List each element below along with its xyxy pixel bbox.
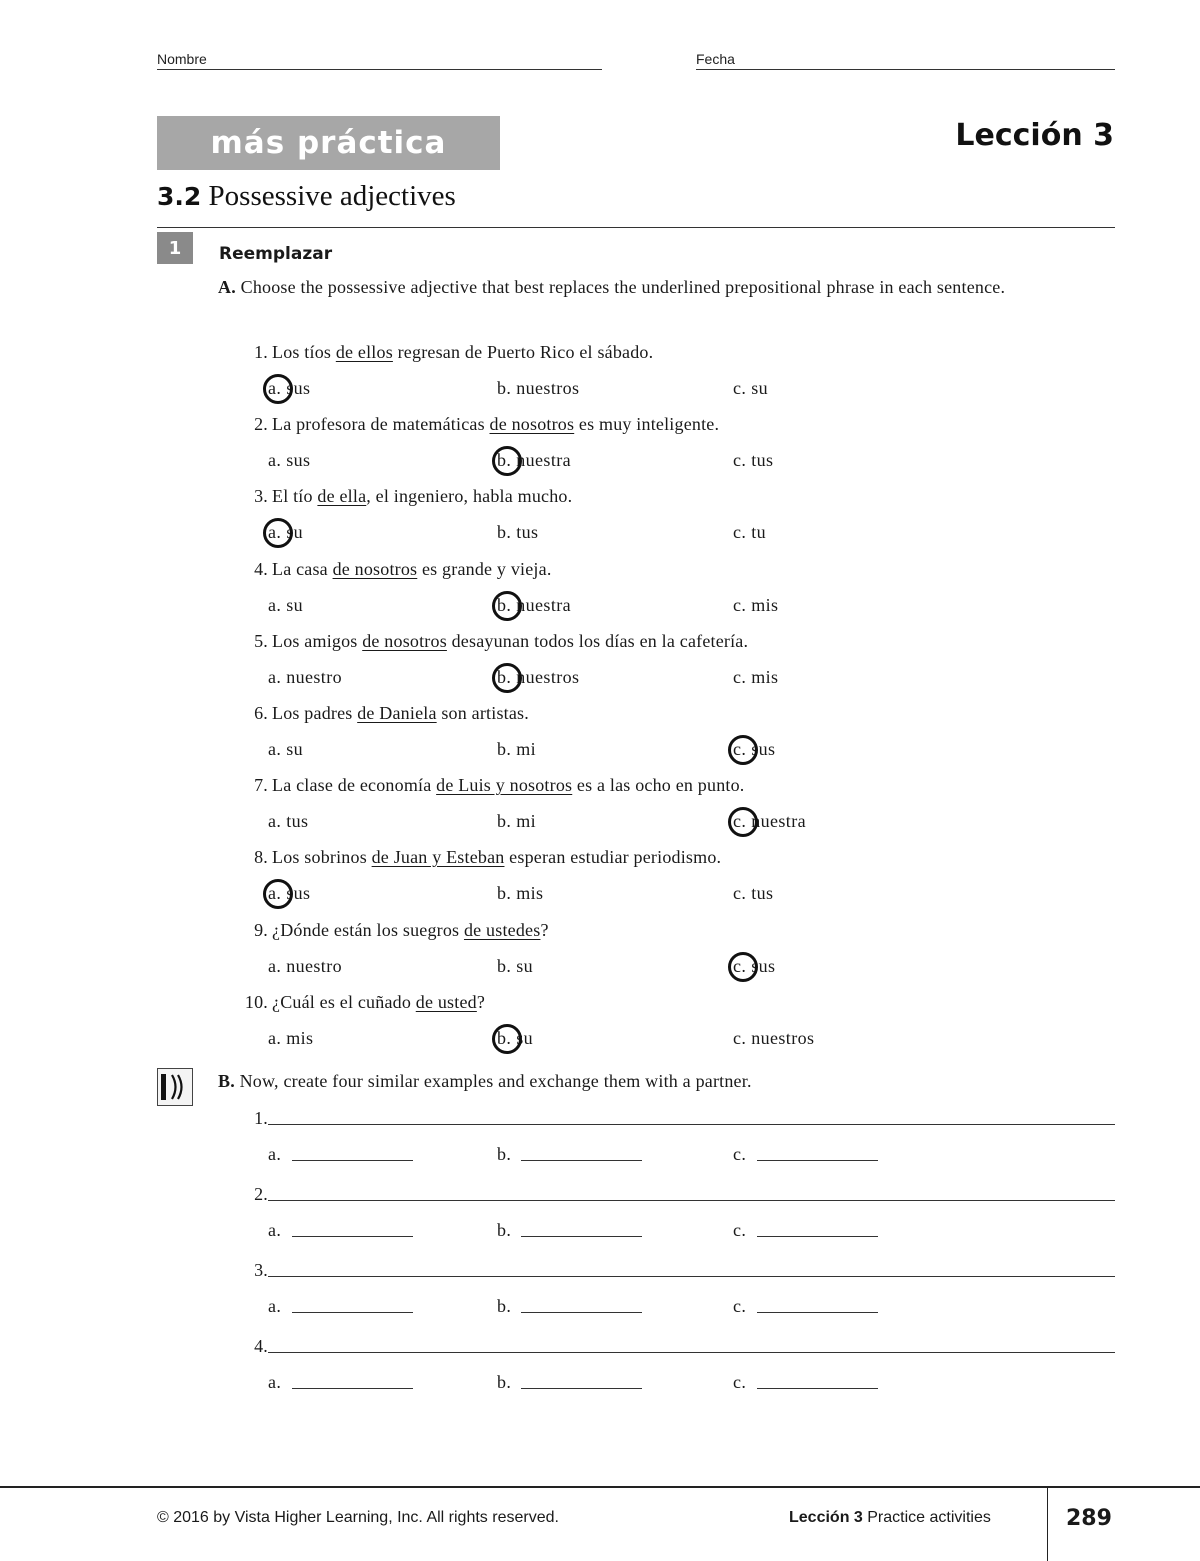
option-letter: a. (268, 667, 282, 687)
option-letter: a. (268, 1028, 282, 1048)
blank-option-a (268, 1372, 281, 1393)
option-letter: a. (268, 1220, 282, 1240)
option-a[interactable] (268, 595, 303, 616)
option-value: su (516, 1028, 534, 1048)
answer-circle (728, 735, 758, 765)
part-b-text: Now, create four similar examples and exchange them with a partner. (239, 1071, 752, 1091)
footer-vertical-divider (1047, 1487, 1048, 1561)
question-text: La clase de economía (272, 775, 437, 795)
option-c[interactable] (733, 667, 778, 688)
part-a-instructions (218, 273, 1038, 301)
option-letter: b. (497, 1220, 512, 1240)
option-letter: c. (733, 739, 747, 759)
option-letter: c. (733, 522, 747, 542)
option-letter: b. (497, 450, 512, 470)
name-field[interactable] (157, 69, 602, 70)
question-number: 6. (254, 703, 268, 723)
blank-option-a (268, 1144, 281, 1165)
part-b-letter: B. (218, 1071, 235, 1091)
question-text: ¿Dónde están los suegros (272, 920, 464, 940)
option-blank[interactable] (292, 1388, 413, 1389)
question-text: ? (540, 920, 549, 940)
option-a[interactable] (268, 378, 310, 399)
option-value: nuestra (516, 450, 571, 470)
option-blank[interactable] (292, 1236, 413, 1237)
option-letter: c. (733, 883, 747, 903)
question-number: 2. (254, 414, 268, 434)
option-letter: c. (733, 1144, 747, 1164)
option-letter: b. (497, 1296, 512, 1316)
option-blank[interactable] (757, 1388, 878, 1389)
question-text: Los sobrinos (272, 847, 372, 867)
question-4 (240, 559, 552, 580)
underlined-phrase: de nosotros (332, 559, 418, 579)
option-value: su (286, 595, 304, 615)
option-b[interactable] (497, 595, 571, 616)
question-text: La profesora de matemáticas (272, 414, 490, 434)
option-c[interactable] (733, 811, 806, 832)
option-c[interactable] (733, 522, 766, 543)
option-a[interactable] (268, 956, 342, 977)
option-value: sus (751, 956, 776, 976)
option-b[interactable] (497, 811, 536, 832)
sentence-blank[interactable] (268, 1124, 1115, 1125)
blank-option-b (497, 1296, 511, 1317)
option-blank[interactable] (757, 1236, 878, 1237)
question-number: 9. (254, 920, 268, 940)
option-letter: b. (497, 883, 512, 903)
option-letter: b. (497, 1144, 512, 1164)
question-text: ¿Cuál es el cuñado (272, 992, 416, 1012)
option-letter: a. (268, 956, 282, 976)
question-text: regresan de Puerto Rico el sábado. (392, 342, 654, 362)
answer-circle (263, 374, 293, 404)
option-b[interactable] (497, 378, 579, 399)
question-10 (230, 992, 485, 1013)
question-text: ? (476, 992, 486, 1012)
underlined-phrase: de ella (317, 486, 367, 506)
option-letter: a. (268, 883, 282, 903)
question-6 (240, 703, 529, 724)
option-a[interactable] (268, 739, 303, 760)
option-value: mis (751, 667, 779, 687)
part-a-text: Choose the possessive adjective that best replaces the underlined prepositional phrase in each sentence. (240, 277, 1006, 297)
option-c[interactable] (733, 1028, 814, 1049)
option-value: su (286, 522, 304, 542)
option-c[interactable] (733, 956, 775, 977)
option-letter: a. (268, 378, 282, 398)
mas-practica-banner: más práctica (157, 116, 500, 170)
blank-option-c (733, 1296, 746, 1317)
section-title (157, 180, 456, 213)
option-b[interactable] (497, 956, 533, 977)
question-1 (240, 342, 653, 363)
option-b[interactable] (497, 667, 579, 688)
question-number: 7. (254, 775, 268, 795)
option-value: mis (751, 595, 779, 615)
part-b-instructions (218, 1067, 1038, 1095)
activity-title: Reemplazar (219, 244, 333, 264)
footer-practice-text: Practice activities (862, 1509, 991, 1526)
blank-option-c (733, 1220, 746, 1241)
question-text: La casa (272, 559, 333, 579)
underlined-phrase: de Juan y Esteban (371, 847, 505, 867)
option-b[interactable] (497, 739, 536, 760)
option-letter: b. (497, 811, 512, 831)
question-text: Los amigos (272, 631, 363, 651)
option-blank[interactable] (292, 1312, 413, 1313)
option-value: nuestros (516, 667, 580, 687)
question-text: El tío (272, 486, 318, 506)
question-text: Los tíos (272, 342, 336, 362)
option-value: su (751, 378, 769, 398)
underlined-phrase: de ustedes (463, 920, 541, 940)
option-value: mi (516, 739, 537, 759)
option-c[interactable] (733, 595, 778, 616)
option-letter: a. (268, 450, 282, 470)
option-letter: a. (268, 522, 282, 542)
question-5 (240, 631, 748, 652)
option-value: mis (516, 883, 544, 903)
question-text: es a las ocho en punto. (572, 775, 745, 795)
section-name: Possessive adjectives (208, 180, 456, 212)
blank-option-c (733, 1144, 746, 1165)
underlined-phrase: de nosotros (362, 631, 447, 651)
option-c[interactable] (733, 883, 773, 904)
date-field[interactable] (696, 69, 1115, 70)
option-a[interactable] (268, 450, 310, 471)
pair-work-icon (157, 1068, 193, 1106)
answer-circle (492, 663, 522, 693)
option-value: tus (751, 450, 774, 470)
answer-circle (728, 807, 758, 837)
activity-number-badge: 1 (157, 232, 193, 264)
option-blank[interactable] (757, 1312, 878, 1313)
answer-circle (263, 518, 293, 548)
option-value: nuestro (286, 667, 342, 687)
footer-lesson-bold: Lección 3 (789, 1509, 863, 1526)
underlined-phrase: de Luis y nosotros (436, 775, 573, 795)
footer-divider (0, 1486, 1200, 1488)
name-label: Nombre (157, 51, 207, 67)
option-a[interactable] (268, 811, 308, 832)
answer-circle (728, 952, 758, 982)
option-c[interactable] (733, 450, 773, 471)
blank-item-number: 4. (254, 1336, 268, 1356)
option-letter: c. (733, 378, 747, 398)
option-letter: a. (268, 739, 282, 759)
option-letter: a. (268, 811, 282, 831)
question-9 (240, 920, 549, 941)
option-value: nuestro (286, 956, 342, 976)
option-value: nuestros (751, 1028, 815, 1048)
option-a[interactable] (268, 883, 310, 904)
answer-circle (263, 879, 293, 909)
option-value: tus (516, 522, 539, 542)
question-8 (240, 847, 721, 868)
option-letter: c. (733, 1220, 747, 1240)
option-letter: b. (497, 595, 512, 615)
option-blank[interactable] (521, 1388, 642, 1389)
option-value: mis (286, 1028, 314, 1048)
option-value: tus (286, 811, 309, 831)
blank-item-1 (240, 1108, 272, 1129)
option-value: sus (286, 883, 311, 903)
blank-option-b (497, 1144, 511, 1165)
option-letter: b. (497, 956, 512, 976)
answer-circle (492, 1024, 522, 1054)
question-number: 10. (244, 992, 268, 1012)
page-number: 289 (1066, 1506, 1112, 1531)
question-number: 8. (254, 847, 268, 867)
blank-option-a (268, 1220, 281, 1241)
option-letter: b. (497, 667, 512, 687)
option-letter: a. (268, 1296, 282, 1316)
section-divider (157, 227, 1115, 228)
sentence-blank[interactable] (268, 1276, 1115, 1277)
question-text: es muy inteligente. (574, 414, 720, 434)
option-blank[interactable] (521, 1160, 642, 1161)
question-3 (240, 486, 572, 507)
underlined-phrase: de nosotros (489, 414, 575, 434)
question-number: 5. (254, 631, 268, 651)
date-label: Fecha (696, 51, 735, 67)
option-letter: b. (497, 378, 512, 398)
option-value: tus (751, 883, 774, 903)
blank-item-number: 3. (254, 1260, 268, 1280)
blank-item-2 (240, 1184, 272, 1205)
option-c[interactable] (733, 739, 775, 760)
option-letter: c. (733, 450, 747, 470)
option-a[interactable] (268, 667, 342, 688)
question-text: esperan estudiar periodismo. (504, 847, 722, 867)
option-a[interactable] (268, 1028, 313, 1049)
option-letter: b. (497, 739, 512, 759)
question-number: 1. (254, 342, 268, 362)
option-value: nuestra (516, 595, 571, 615)
option-letter: c. (733, 595, 747, 615)
underlined-phrase: de usted (415, 992, 477, 1012)
question-number: 4. (254, 559, 268, 579)
blank-option-a (268, 1296, 281, 1317)
question-text: Los padres (272, 703, 358, 723)
option-b[interactable] (497, 883, 543, 904)
option-b[interactable] (497, 522, 538, 543)
option-value: nuestros (516, 378, 580, 398)
section-number: 3.2 (157, 182, 202, 211)
option-letter: c. (733, 667, 747, 687)
option-value: sus (286, 378, 311, 398)
option-letter: c. (733, 1296, 747, 1316)
blank-option-b (497, 1372, 511, 1393)
option-value: su (286, 739, 304, 759)
underlined-phrase: de ellos (335, 342, 393, 362)
option-letter: a. (268, 1372, 282, 1392)
question-7 (240, 775, 745, 796)
blank-item-3 (240, 1260, 272, 1281)
underlined-phrase: de Daniela (357, 703, 437, 723)
option-value: sus (751, 739, 776, 759)
option-letter: b. (497, 522, 512, 542)
option-blank[interactable] (521, 1236, 642, 1237)
question-text: desayunan todos los días en la cafetería. (446, 631, 749, 651)
option-letter: c. (733, 1028, 747, 1048)
blank-item-number: 2. (254, 1184, 268, 1204)
part-a-letter: A. (218, 277, 236, 297)
blank-option-c (733, 1372, 746, 1393)
question-2 (240, 414, 719, 435)
footer-lesson (789, 1509, 991, 1527)
answer-circle (492, 446, 522, 476)
option-letter: b. (497, 1028, 512, 1048)
option-letter: a. (268, 595, 282, 615)
option-value: sus (286, 450, 311, 470)
question-number: 3. (254, 486, 268, 506)
option-b[interactable] (497, 450, 571, 471)
option-letter: c. (733, 1372, 747, 1392)
option-letter: c. (733, 811, 747, 831)
question-text: es grande y vieja. (417, 559, 552, 579)
option-blank[interactable] (757, 1160, 878, 1161)
option-value: tu (751, 522, 767, 542)
option-letter: a. (268, 1144, 282, 1164)
option-letter: b. (497, 1372, 512, 1392)
blank-option-b (497, 1220, 511, 1241)
option-value: su (516, 956, 534, 976)
question-text: , el ingeniero, habla mucho. (366, 486, 573, 506)
blank-item-4 (240, 1336, 272, 1357)
sentence-blank[interactable] (268, 1352, 1115, 1353)
option-c[interactable] (733, 378, 768, 399)
option-value: nuestra (751, 811, 806, 831)
option-value: mi (516, 811, 537, 831)
answer-circle (492, 591, 522, 621)
lesson-title: Lección 3 (955, 118, 1114, 153)
option-b[interactable] (497, 1028, 533, 1049)
option-letter: c. (733, 956, 747, 976)
sentence-blank[interactable] (268, 1200, 1115, 1201)
option-blank[interactable] (521, 1312, 642, 1313)
blank-item-number: 1. (254, 1108, 268, 1128)
option-a[interactable] (268, 522, 303, 543)
question-text: son artistas. (436, 703, 529, 723)
copyright: © 2016 by Vista Higher Learning, Inc. All rights reserved. (157, 1509, 559, 1526)
option-blank[interactable] (292, 1160, 413, 1161)
